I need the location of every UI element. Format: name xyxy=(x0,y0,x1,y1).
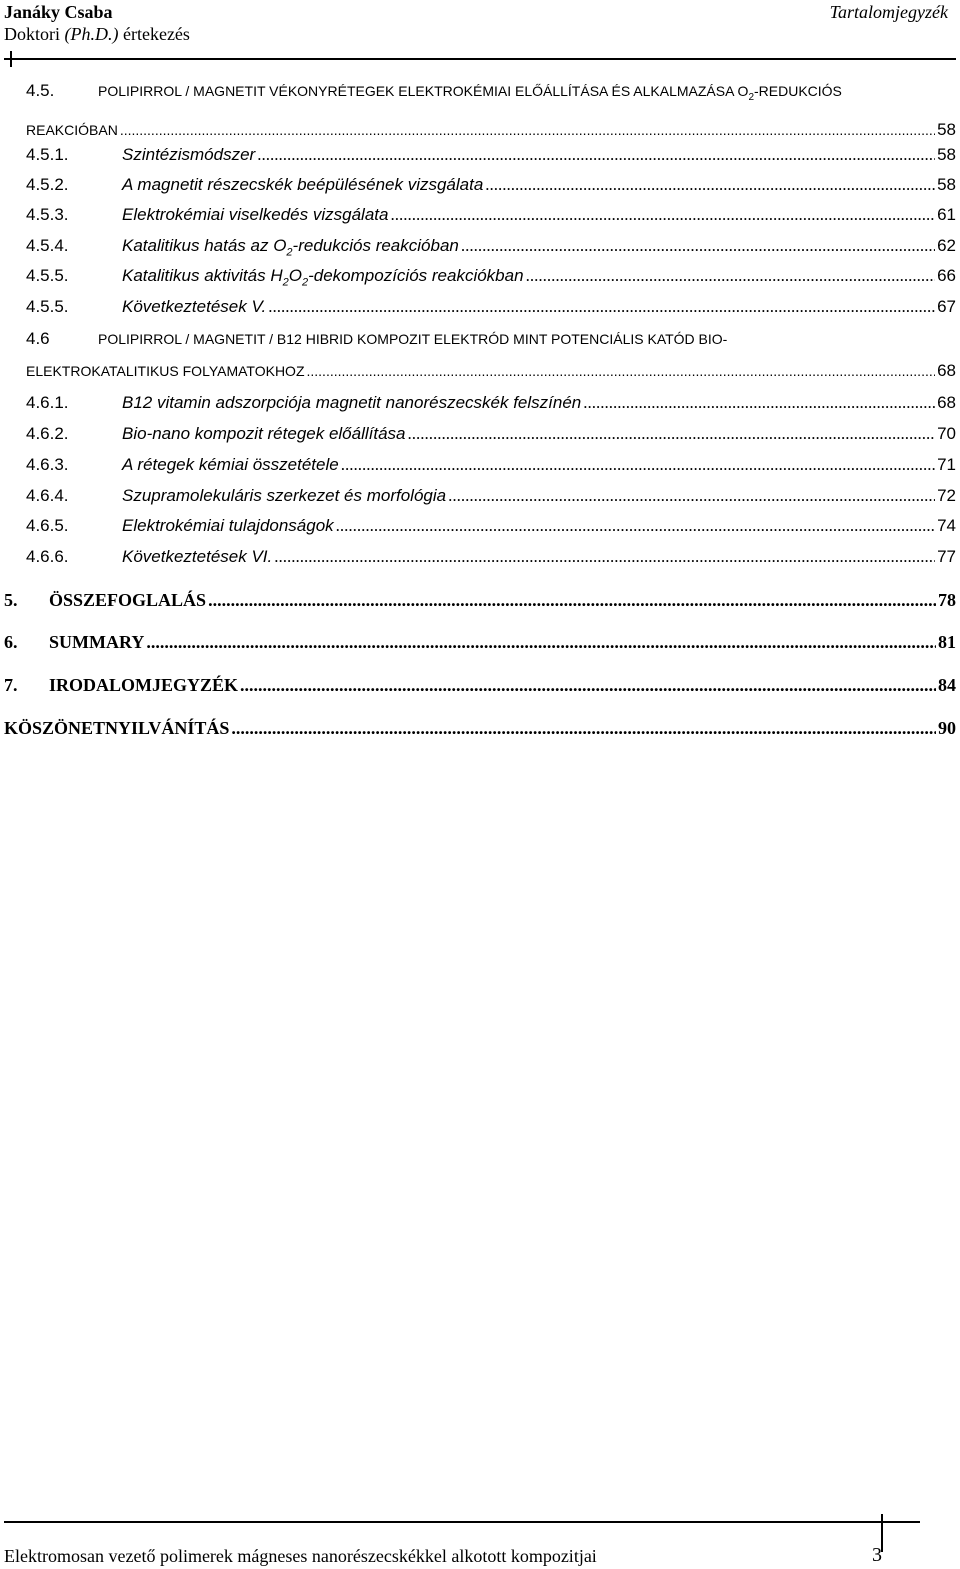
toc-number: 4.5. xyxy=(26,81,55,100)
toc-title-line1: POLIPIRROL / MAGNETIT VÉKONYRÉTEGEK ELEKTROKÉMIAI ELŐÁLLÍTÁSA ÉS ALKALMAZÁSA $O_2$-REDUKCIÓS xyxy=(98,83,842,103)
toc-leader xyxy=(408,423,936,445)
toc-leader xyxy=(448,485,935,507)
toc-page: 71 xyxy=(937,455,956,474)
toc-title: IRODALOMJEGYZÉK xyxy=(49,675,239,695)
toc-title: B12 vitamin adszorpciója magnetit nanorészecskék felszínén xyxy=(122,393,582,412)
toc-title: Szintézismódszer xyxy=(122,145,256,164)
toc-title: Szupramolekuláris szerkezet és morfológia xyxy=(122,486,447,505)
toc-title: Következtetések VI. xyxy=(122,547,273,566)
toc-title: Elektrokémiai viselkedés vizsgálata xyxy=(122,205,389,224)
toc-entry-4-5-5[interactable] xyxy=(26,265,956,293)
toc-entry-4-5-2[interactable] xyxy=(26,174,956,196)
toc-number: 4.6.6. xyxy=(26,547,69,566)
toc-number: 4.5.2. xyxy=(26,175,69,194)
header-rule xyxy=(4,58,956,60)
toc-page: 62 xyxy=(937,236,956,255)
toc-number: 4.6.4. xyxy=(26,486,69,505)
toc-title: Bio-nano kompozit rétegek előállítása xyxy=(122,424,406,443)
header-section-title: Tartalomjegyzék xyxy=(829,2,948,22)
toc-entry-4-6-3[interactable] xyxy=(26,454,956,476)
toc-number: 4.5.5. xyxy=(26,266,69,285)
toc-entry-4-6-1[interactable] xyxy=(26,392,956,414)
toc-page: 72 xyxy=(937,486,956,505)
toc-leader xyxy=(268,296,935,318)
toc-entry-4-6-4[interactable] xyxy=(26,485,956,507)
toc-entry-4-5-5-conclusions[interactable] xyxy=(26,296,956,318)
toc-page: 77 xyxy=(937,547,956,566)
toc-number: 4.5.3. xyxy=(26,205,69,224)
toc-leader xyxy=(257,144,935,166)
toc-page: 84 xyxy=(938,675,956,695)
toc-entry-4-5-4[interactable] xyxy=(26,235,956,263)
header-rule-mark xyxy=(10,51,12,67)
toc-number: 4.6.2. xyxy=(26,424,69,443)
toc-leader xyxy=(120,119,935,141)
toc-number: 4.5.4. xyxy=(26,236,69,255)
toc-title: Következtetések V. xyxy=(122,297,267,316)
toc-number: 7. xyxy=(4,675,18,695)
toc-title: SUMMARY xyxy=(49,632,145,652)
toc-title: Katalitikus hatás az $O_2$-redukciós reakcióban xyxy=(122,236,459,259)
toc-entry-7[interactable] xyxy=(4,674,956,696)
toc-entry-acknowledgements[interactable] xyxy=(4,717,956,739)
toc-page: 81 xyxy=(938,632,956,652)
toc-entry-4-6-6[interactable] xyxy=(26,546,956,568)
toc-number: 5. xyxy=(4,590,18,610)
toc-number: 4.6 xyxy=(26,329,50,348)
toc-leader xyxy=(583,392,935,414)
toc-leader xyxy=(274,546,935,568)
page-number: 3 xyxy=(872,1544,882,1566)
header-author: Janáky Csaba xyxy=(4,2,113,22)
toc-number: 4.5.1. xyxy=(26,145,69,164)
toc-title: Elektrokémiai tulajdonságok xyxy=(122,516,334,535)
toc-title-line1: POLIPIRROL / MAGNETIT / B12 HIBRID KOMPOZIT ELEKTRÓD MINT POTENCIÁLIS KATÓD BIO- xyxy=(98,331,728,347)
toc-title: Katalitikus aktivitás $H_2O_2$-dekompozíciós reakciókban xyxy=(122,266,524,289)
toc-entry-4-6[interactable] xyxy=(26,328,956,382)
toc-number: 6. xyxy=(4,632,18,652)
toc-leader xyxy=(390,204,935,226)
toc-number: 4.6.3. xyxy=(26,455,69,474)
toc-leader xyxy=(240,674,936,696)
toc-leader xyxy=(461,235,935,257)
toc-leader xyxy=(307,360,936,382)
toc-title: A magnetit részecskék beépülésének vizsgálata xyxy=(122,175,484,194)
toc-page: 74 xyxy=(937,516,956,535)
toc-entry-4-5-3[interactable] xyxy=(26,204,956,226)
toc-page: 90 xyxy=(938,718,956,738)
toc-page: 78 xyxy=(938,590,956,610)
toc-leader xyxy=(208,589,936,611)
toc-page: 67 xyxy=(937,297,956,316)
footer-rule xyxy=(4,1521,920,1523)
toc-entry-6[interactable] xyxy=(4,631,956,653)
toc-leader xyxy=(341,454,935,476)
toc-page: 58 xyxy=(937,145,956,164)
toc-leader xyxy=(485,174,935,196)
toc-entry-4-6-5[interactable] xyxy=(26,515,956,537)
footer-title: Elektromosan vezető polimerek mágneses nanorészecskékkel alkotott kompozitjai xyxy=(4,1546,597,1566)
toc-entry-4-5-1[interactable] xyxy=(26,144,956,166)
toc-page: 66 xyxy=(937,266,956,285)
toc-title: A rétegek kémiai összetétele xyxy=(122,455,339,474)
toc-page: 68 xyxy=(937,393,956,412)
toc-leader xyxy=(146,631,936,653)
toc-leader xyxy=(231,717,936,739)
toc-number: 4.5.5. xyxy=(26,297,69,316)
toc-page: 68 xyxy=(937,361,956,380)
toc-number: 4.6.1. xyxy=(26,393,69,412)
toc-entry-4-6-2[interactable] xyxy=(26,423,956,445)
toc-leader xyxy=(336,515,935,537)
header-thesis-type: Doktori (Ph.D.) értekezés xyxy=(4,24,190,44)
toc-page: 58 xyxy=(937,119,956,139)
toc-entry-5[interactable] xyxy=(4,589,956,611)
toc-title: ÖSSZEFOGLALÁS xyxy=(49,590,207,610)
toc-title-line2: ELEKTROKATALITIKUS FOLYAMATOKHOZ xyxy=(26,363,305,379)
toc-page: 61 xyxy=(937,205,956,224)
toc-leader xyxy=(526,265,936,287)
toc-title: KÖSZÖNETNYILVÁNÍTÁS xyxy=(4,718,230,738)
toc-entry-4-5[interactable] xyxy=(26,80,956,141)
toc-page: 70 xyxy=(937,424,956,443)
toc-number: 4.6.5. xyxy=(26,516,69,535)
toc-page: 58 xyxy=(937,175,956,194)
toc-title-line2: REAKCIÓBAN xyxy=(26,121,118,138)
